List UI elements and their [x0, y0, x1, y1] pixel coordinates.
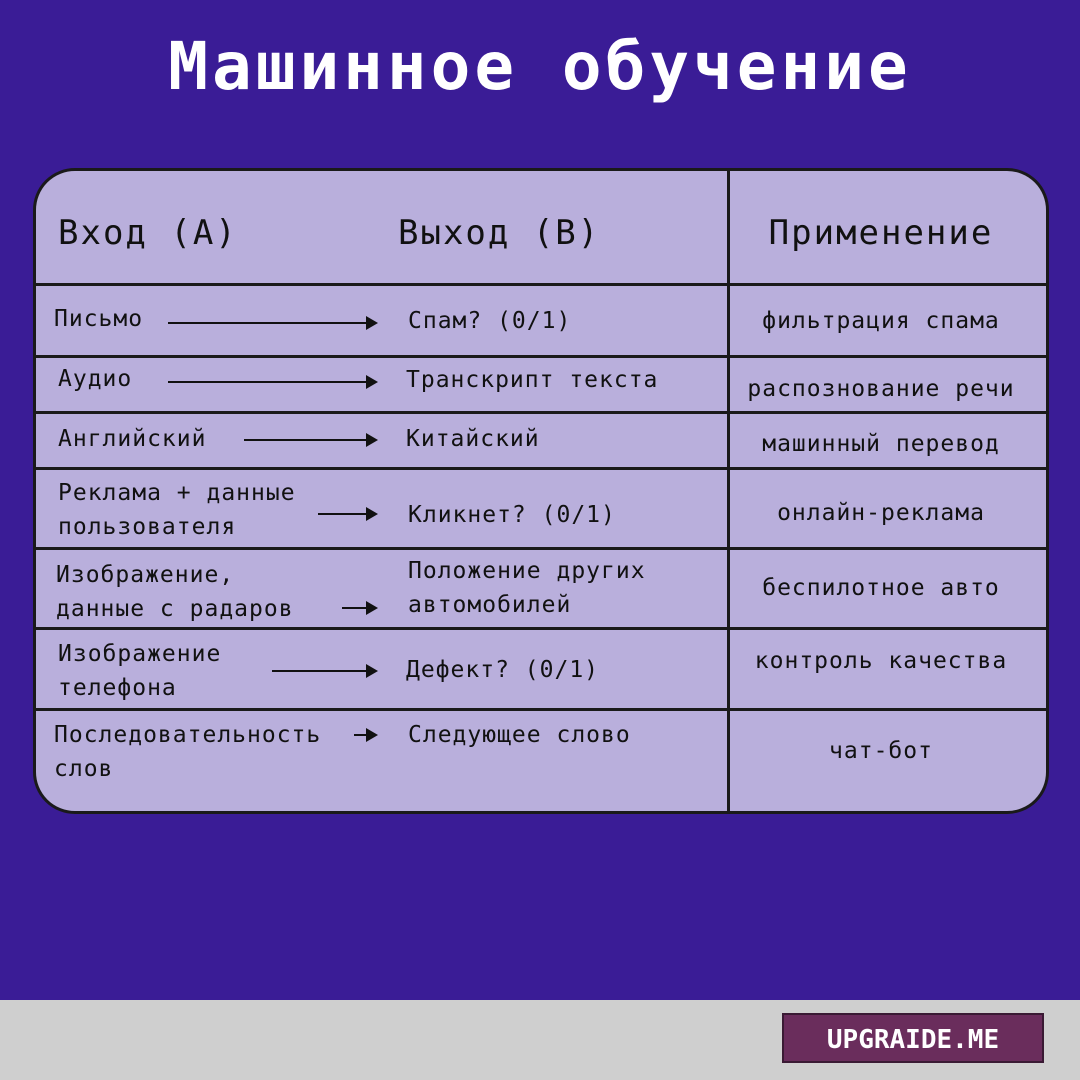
arrow-icon — [342, 607, 376, 609]
row-output: Китайский — [406, 426, 540, 452]
row-input: Изображение, данные с радаров — [56, 562, 294, 622]
row-application: беспилотное авто — [762, 575, 1000, 601]
row-input: Письмо — [54, 306, 144, 332]
row-divider — [36, 708, 1046, 711]
row-input: Аудио — [58, 366, 133, 392]
row-output: Спам? (0/1) — [408, 308, 572, 334]
ml-examples-table — [33, 168, 1049, 814]
row-application: чат-бот — [829, 738, 933, 764]
row-output: Транскрипт текста — [406, 367, 659, 393]
arrow-icon — [318, 513, 376, 515]
arrow-icon — [272, 670, 376, 672]
row-output: Кликнет? (0/1) — [408, 502, 616, 528]
row-application: машинный перевод — [762, 431, 1000, 457]
arrow-icon — [168, 381, 376, 383]
row-input: Английский — [58, 426, 207, 452]
row-divider — [36, 467, 1046, 470]
row-divider — [36, 547, 1046, 550]
header-application: Применение — [768, 213, 994, 253]
row-application: фильтрация спама — [762, 308, 1000, 334]
row-output: Следующее слово — [408, 722, 631, 748]
row-divider — [36, 411, 1046, 414]
row-divider — [36, 355, 1046, 358]
row-application: распознование речи — [747, 376, 1015, 402]
arrow-icon — [354, 734, 376, 736]
row-input: Изображение телефона — [58, 641, 222, 701]
row-output: Положение других автомобилей — [408, 558, 646, 618]
brand-badge[interactable]: UPGRAIDE.ME — [782, 1013, 1044, 1063]
row-divider — [36, 283, 1046, 286]
arrow-icon — [168, 322, 376, 324]
row-divider — [36, 627, 1046, 630]
row-input: Последовательность слов — [54, 722, 322, 782]
header-input: Вход (А) — [58, 213, 238, 253]
arrow-icon — [244, 439, 376, 441]
row-output: Дефект? (0/1) — [406, 657, 600, 683]
row-application: контроль качества — [754, 648, 1008, 674]
header-output: Выход (В) — [398, 213, 601, 253]
page-title: Машинное обучение — [168, 28, 912, 105]
row-input: Реклама + данные пользователя — [58, 480, 296, 540]
row-application: онлайн-реклама — [777, 500, 985, 526]
column-divider — [727, 171, 730, 811]
